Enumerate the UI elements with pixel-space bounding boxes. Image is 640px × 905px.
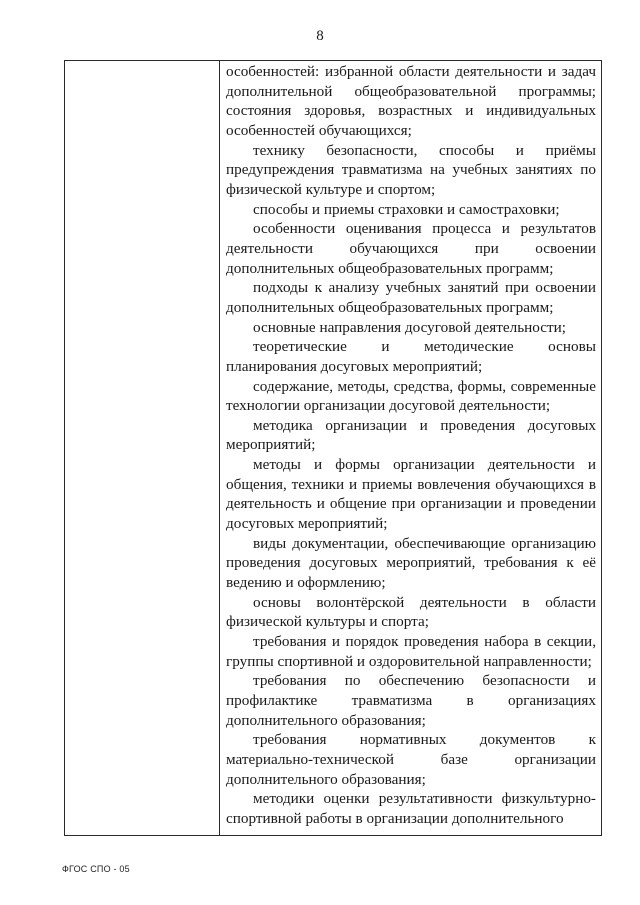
- content-table: [64, 60, 602, 836]
- paragraph: способы и приемы страховки и самостраховки;: [253, 200, 560, 218]
- paragraph: подходы к анализу учебных занятий при освоении дополнительных общеобразовательных программ;: [226, 279, 596, 316]
- paragraph: особенности оценивания процесса и результатов деятельности обучающихся при освоении дополнительных общеобразовательных программ;: [226, 220, 596, 277]
- paragraph: требования и порядок проведения набора в секции, группы спортивной и оздоровительной направленности;: [226, 633, 596, 670]
- paragraph: основные направления досуговой деятельности;: [253, 318, 566, 336]
- paragraph: методика организации и проведения досуговых мероприятий;: [226, 416, 596, 454]
- paragraph: методики оценки результативности физкультурно-спортивной работы в организации дополнительного: [226, 790, 596, 827]
- paragraph: технику безопасности, способы и приёмы предупреждения травматизма на учебных занятиях по физической культуре и спортом;: [226, 141, 596, 198]
- paragraph: основы волонтёрской деятельности в области физической культуры и спорта;: [226, 593, 596, 631]
- paragraph: требования нормативных документов к материально-технической базе организации дополнительного образования;: [226, 731, 596, 788]
- footer-label: ФГОС СПО - 05: [62, 864, 130, 874]
- paragraph: содержание, методы, средства, формы, современные технологии организации досуговой деятельности;: [226, 377, 596, 415]
- table-right-cell: [220, 61, 602, 836]
- table-row: [65, 61, 602, 836]
- paragraph: требования по обеспечению безопасности и профилактике травматизма в организациях дополнительного образования;: [226, 672, 596, 729]
- paragraph: особенностей: избранной области деятельности и задач дополнительной общеобразовательной программы; состояния здоровья, возрастных и индивидуальных особенностей обучающихся;: [226, 63, 596, 139]
- paragraph: виды документации, обеспечивающие организацию проведения досуговых мероприятий, требования к её ведению и оформлению;: [226, 534, 596, 592]
- page-number: 8: [316, 28, 324, 44]
- paragraph: теоретические и методические основы планирования досуговых мероприятий;: [226, 338, 596, 375]
- paragraph: методы и формы организации деятельности и общения, техники и приемы вовлечения обучающихся в деятельность и общение при организации и проведении досуговых мероприятий;: [226, 456, 596, 533]
- table-left-cell: [65, 61, 220, 836]
